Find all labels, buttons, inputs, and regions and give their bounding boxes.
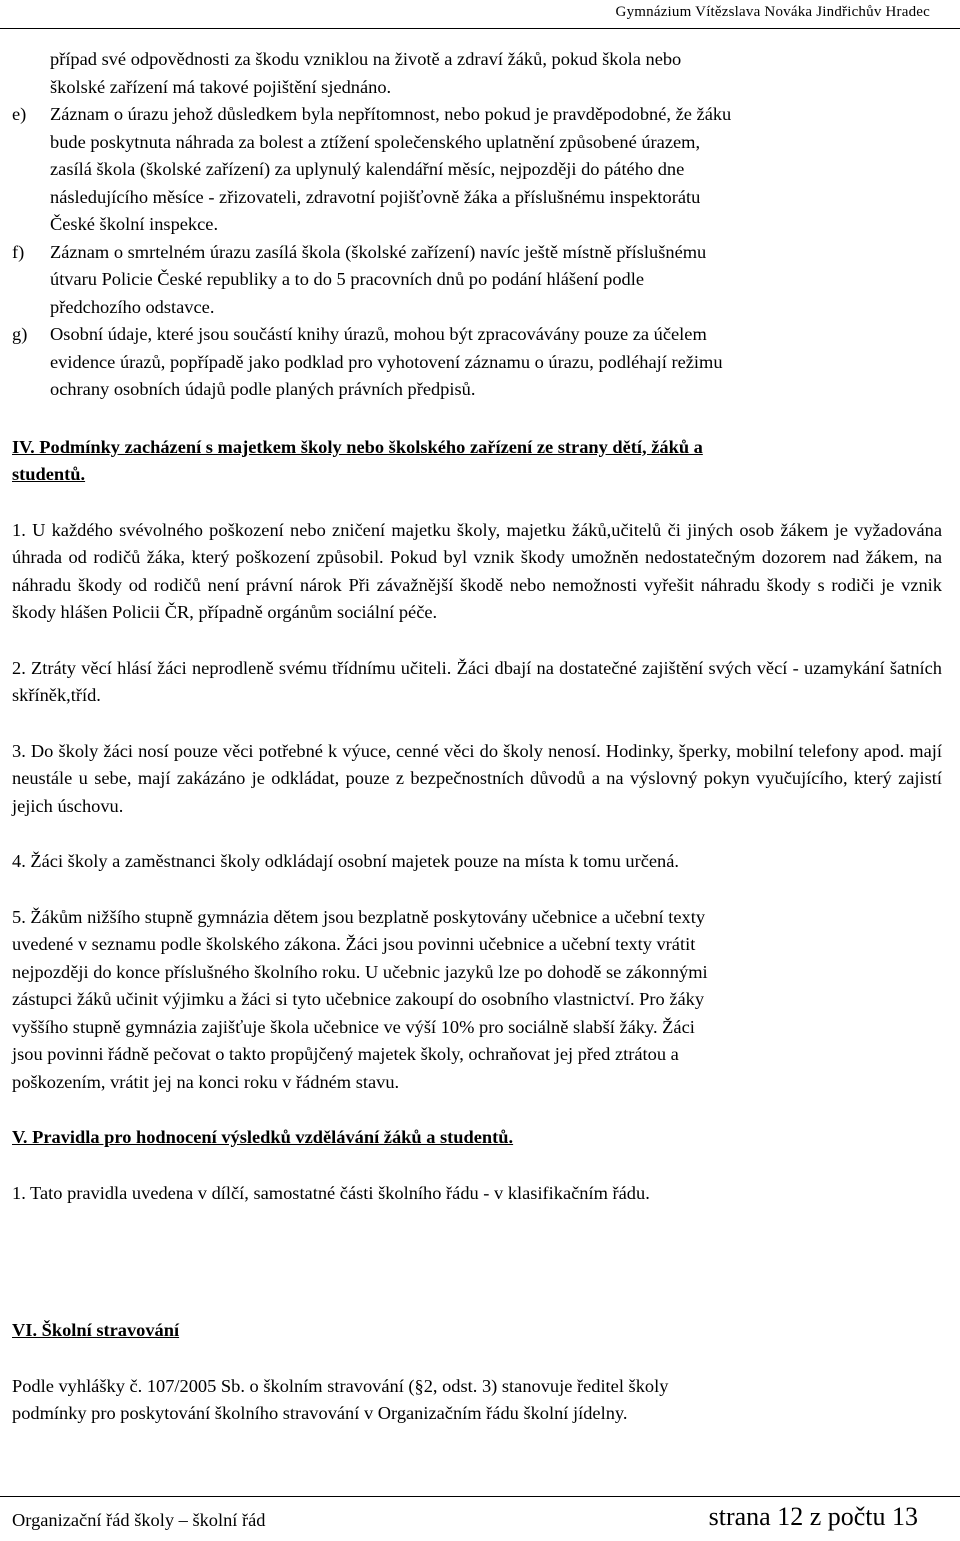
section-vi-line: podmínky pro poskytování školního stravování v Organizačním řádu školní jídelny.	[12, 1403, 628, 1423]
section-iv-paragraph-1: 1. U každého svévolného poškození nebo zničení majetku školy, majetku žáků,učitelů či jiných osob žákem je vyžadována úhrada od rodičů žáka, který poškození způsobil. Pokud byl vznik škody umožněn nedostatečným dozorem nad žákem, na náhradu škody od rodičů není právní nárok Při závažnější škodě nebo nemožnosti vyřešit náhradu škody s rodiči je vznik škody hlášen Policii ČR, případně orgánům sociální péče.	[12, 519, 942, 622]
section-vi-line: Podle vyhlášky č. 107/2005 Sb. o školním stravování (§2, odst. 3) stanovuje ředitel školy	[12, 1375, 669, 1396]
list-item-line: evidence úrazů, popřípadě jako podklad pro vyhotovení záznamu o úrazu, podléhají režimu	[50, 351, 723, 372]
list-marker: e)	[12, 104, 27, 124]
list-item-line: Záznam o úrazu jehož důsledkem byla nepřítomnost, nebo pokud je pravděpodobné, že žáku	[50, 104, 732, 124]
list-item-f	[12, 239, 942, 322]
section-vi-heading: VI. Školní stravování	[12, 1320, 180, 1340]
paragraph-line: 5. Žákům nižšího stupně gymnázia dětem jsou bezplatně poskytovány učebnice a učební texty	[12, 906, 706, 927]
section-iv-paragraph-2: 2. Ztráty věcí hlásí žáci neprodleně svému třídnímu učiteli. Žáci dbají na dostatečné zajištění svých věcí - uzamykání šatních skříněk,tříd.	[12, 657, 942, 705]
document-body	[12, 46, 942, 1428]
list-marker: f)	[12, 241, 25, 262]
header-divider	[0, 28, 960, 29]
list-item-g	[12, 321, 942, 404]
list-item-line: bude poskytnuta náhrada za bolest a ztížení společenského uplatnění způsobené úrazem,	[50, 131, 701, 152]
page-header: Gymnázium Vítězslava Nováka Jindřichův Hradec	[615, 4, 930, 20]
paragraph-line: poškozením, vrátit jej na konci roku v řádném stavu.	[12, 1071, 400, 1092]
paragraph-line: jsou povinni řádně pečovat o takto propůjčený majetek školy, ochraňovat jej před ztrátou a	[12, 1044, 679, 1064]
list-item-line: následujícího měsíce - zřizovateli, zdravotní pojišťovně žáka a příslušnému inspektorátu	[50, 186, 701, 207]
section-v-paragraph-1: 1. Tato pravidla uvedena v dílčí, samostatné části školního řádu - v klasifikačním řádu.	[12, 1182, 650, 1203]
paragraph-line: vyššího stupně gymnázia zajišťuje škola učebnice ve výší 10% pro sociálně slabší žáky. Žáci	[12, 1016, 695, 1037]
list-continuation-line: školské zařízení má takové pojištění sjednáno.	[50, 76, 392, 97]
list-item-line: Osobní údaje, které jsou součástí knihy úrazů, mohou být zpracovávány pouze za účelem	[50, 324, 707, 344]
list-continuation-line: případ své odpovědnosti za škodu vzniklou na životě a zdraví žáků, pokud škola nebo	[50, 49, 682, 69]
section-iv-heading-cont: studentů.	[12, 464, 86, 484]
list-item-line: zasílá škola (školské zařízení) za uplynulý kalendářní měsíc, nejpozději do pátého dne	[50, 159, 685, 179]
footer-page-number: strana 12 z počtu 13	[708, 1502, 918, 1531]
section-iv-paragraph-5	[12, 904, 942, 1097]
list-marker: g)	[12, 324, 28, 344]
list-item-line: České školní inspekce.	[50, 214, 219, 234]
list-item-line: útvaru Policie České republiky a to do 5 pracovních dnů po podání hlášení podle	[50, 269, 644, 289]
paragraph-line: zástupci žáků učinit výjimku a žáci si tyto učebnice zakoupí do osobního vlastnictví. Pro žáky	[12, 989, 705, 1009]
section-iv-paragraph-3: 3. Do školy žáci nosí pouze věci potřebné k výuce, cenné věci do školy nenosí. Hodinky, šperky, mobilní telefony apod. mají neustále u sebe, mají zakázáno je odkládat, pouze z bezpečnostních důvodů a na výslovný pokyn vyučujícího, který zajistí jejich úschovu.	[12, 740, 942, 816]
section-iv-paragraph-4: 4. Žáci školy a zaměstnanci školy odkládají osobní majetek pouze na místa k tomu určená.	[12, 851, 679, 871]
section-iv-heading: IV. Podmínky zacházení s majetkem školy nebo školského zařízení ze strany dětí, žáků a	[12, 436, 703, 457]
footer-divider	[0, 1496, 960, 1497]
list-item-line: Záznam o smrtelném úrazu zasílá škola (školské zařízení) navíc ještě místně příslušnému	[50, 241, 707, 262]
list-item-line: ochrany osobních údajů podle planých právních předpisů.	[50, 379, 476, 399]
footer-document-title: Organizační řád školy – školní řád	[12, 1510, 266, 1530]
paragraph-line: nejpozději do konce příslušného školního roku. U učebnic jazyků lze po dohodě se zákonnými	[12, 961, 708, 982]
list-item-e	[12, 101, 942, 239]
section-v-heading: V. Pravidla pro hodnocení výsledků vzdělávání žáků a studentů.	[12, 1127, 514, 1147]
list-item-line: předchozího odstavce.	[50, 296, 215, 317]
paragraph-line: uvedené v seznamu podle školského zákona. Žáci jsou povinni učebnice a učební texty vrátit	[12, 934, 696, 954]
